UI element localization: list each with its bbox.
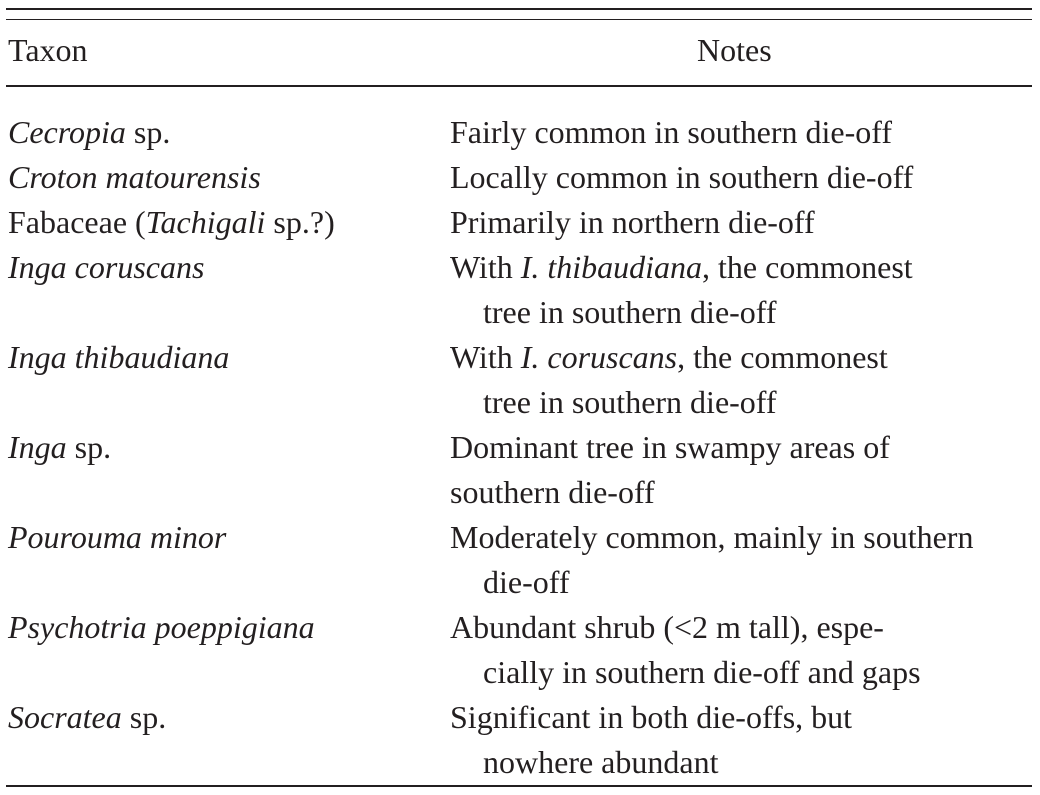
note-continuation: cially in southern die-off and gaps (483, 654, 921, 690)
note-line: Locally common in southern die-off (450, 159, 914, 195)
note-continuation: tree in southern die-off (483, 384, 777, 420)
taxon-qualifier: sp. (125, 114, 171, 150)
taxon-name: Socratea (8, 699, 122, 735)
column-header-notes: Notes (697, 32, 772, 68)
table-row (0, 515, 1040, 605)
notes-cell (450, 335, 1035, 425)
taxon-name: Inga thibaudiana (8, 339, 230, 375)
note-text: With (450, 339, 521, 375)
taxon-qualifier: sp. (66, 429, 112, 465)
notes-cell (450, 245, 1035, 335)
taxon-cell (8, 200, 335, 245)
note-continuation: die-off (483, 564, 570, 600)
taxon-name: Pourouma minor (8, 519, 227, 555)
note-line (450, 245, 1035, 290)
notes-cell (450, 110, 1035, 155)
table-row (0, 425, 1040, 515)
notes-cell (450, 515, 1035, 605)
taxon-name: Cecropia (8, 114, 126, 150)
table-row (0, 110, 1040, 155)
note-text: , the commonest (677, 339, 888, 375)
table-row (0, 695, 1040, 785)
note-line: Primarily in northern die-off (450, 204, 815, 240)
note-continuation: nowhere abundant (483, 744, 719, 780)
taxon-cell (8, 155, 261, 200)
taxon-qualifier: sp.?) (265, 204, 335, 240)
column-header-taxon: Taxon (8, 32, 88, 68)
taxon-prefix: Fabaceae ( (8, 204, 146, 240)
notes-cell (450, 155, 1035, 200)
taxon-cell (8, 695, 166, 740)
header-rule (6, 85, 1032, 87)
taxon-name: Croton matourensis (8, 159, 261, 195)
notes-cell (450, 695, 1035, 785)
taxon-cell (8, 605, 315, 650)
taxon-name: Tachigali (145, 204, 266, 240)
taxon-name: Psychotria poeppigiana (8, 609, 315, 645)
table-row (0, 245, 1040, 335)
notes-cell (450, 605, 1035, 695)
table-top-rule-outer (6, 8, 1032, 10)
table-top-rule-inner (6, 19, 1032, 20)
table-row (0, 605, 1040, 695)
table-body (0, 110, 1040, 785)
taxon-cell (8, 425, 111, 470)
taxon-name: Inga (8, 429, 67, 465)
table-row (0, 155, 1040, 200)
taxon-name: Inga coruscans (8, 249, 205, 285)
note-text: With (450, 249, 521, 285)
table-row (0, 335, 1040, 425)
note-line: Abundant shrub (<2 m tall), espe- (450, 609, 884, 645)
note-species-ref: I. thibaudiana (520, 249, 703, 285)
taxon-cell (8, 245, 204, 290)
note-continuation: southern die-off (450, 474, 655, 510)
note-line: Fairly common in southern die-off (450, 114, 892, 150)
note-line: Moderately common, mainly in southern (450, 519, 974, 555)
note-species-ref: I. coruscans (520, 339, 678, 375)
taxon-cell (8, 515, 226, 560)
table-row (0, 200, 1040, 245)
note-line: Significant in both die-offs, but (450, 699, 853, 735)
note-continuation: tree in southern die-off (483, 294, 777, 330)
notes-cell (450, 425, 1035, 515)
note-line (450, 335, 1035, 380)
table-bottom-rule (6, 785, 1032, 787)
note-line: Dominant tree in swampy areas of (450, 429, 890, 465)
notes-cell (450, 200, 1035, 245)
taxon-cell (8, 110, 170, 155)
note-text: , the commonest (702, 249, 913, 285)
taxon-qualifier: sp. (121, 699, 167, 735)
taxon-cell (8, 335, 229, 380)
